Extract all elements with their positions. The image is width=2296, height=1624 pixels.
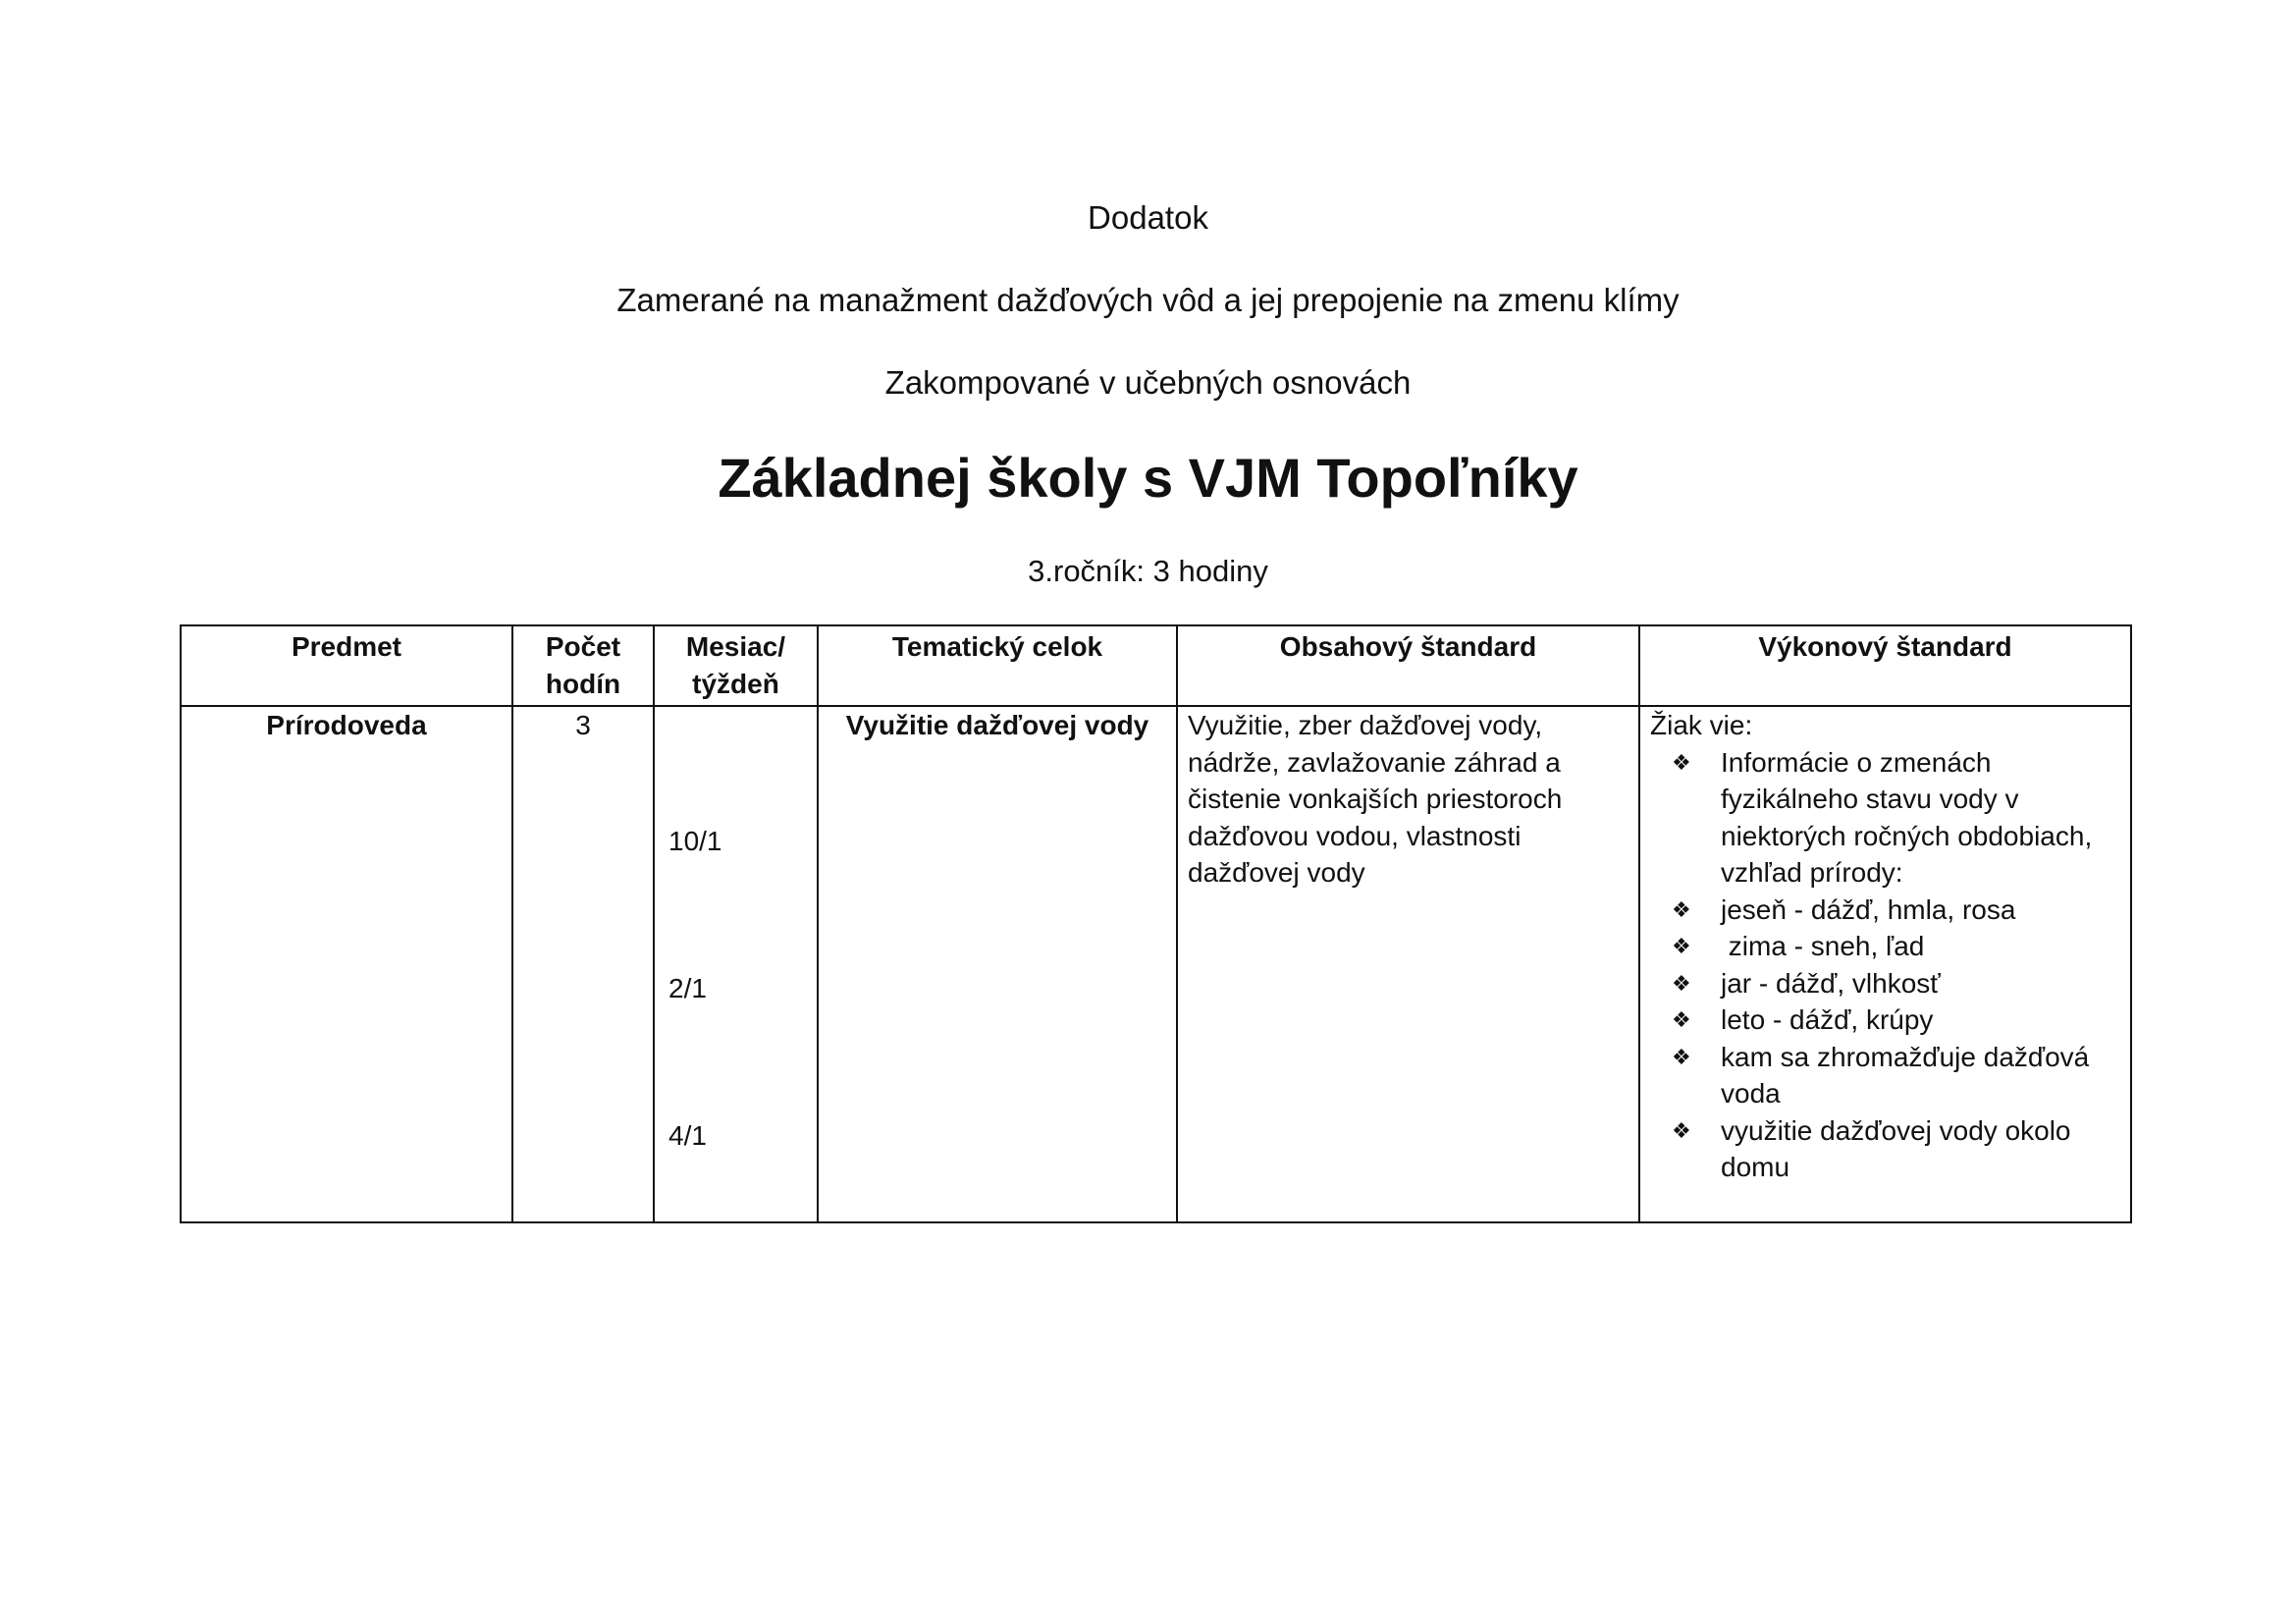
diamond-bullet-icon: ❖ xyxy=(1672,934,1691,958)
diamond-bullet-icon: ❖ xyxy=(1672,1007,1691,1032)
list-item: ❖ zima - sneh, ľad xyxy=(1721,928,2120,965)
cell-topic: Využitie dažďovej vody xyxy=(818,706,1177,1222)
list-item: ❖ využitie dažďovej vody okolo domu xyxy=(1721,1112,2120,1186)
table-header-row xyxy=(181,625,2131,706)
list-item: ❖ leto - dážď, krúpy xyxy=(1721,1001,2120,1039)
diamond-bullet-icon: ❖ xyxy=(1672,1117,1691,1143)
document-subtitle-2: Zakompované v učebných osnovách xyxy=(884,364,1412,401)
cell-months xyxy=(654,706,818,1222)
cell-content-standard: Využitie, zber dažďovej vody, nádrže, zavlažovanie záhrad a čistenie vonkajších priestoroch dažďovou vodou, vlastnosti dažďovej vody xyxy=(1177,706,1639,1222)
performance-list xyxy=(1650,744,2120,1186)
diamond-bullet-icon: ❖ xyxy=(1672,896,1691,922)
month-week-entry: 2/1 xyxy=(668,973,707,1003)
header-topic: Tematický celok xyxy=(818,625,1177,706)
month-week-entry: 4/1 xyxy=(668,1120,707,1151)
grade-hours: 3.ročník: 3 hodiny xyxy=(1028,554,1268,588)
list-item: ❖ jeseň - dážď, hmla, rosa xyxy=(1721,892,2120,929)
cell-subject: Prírodoveda xyxy=(181,706,512,1222)
header-subject: Predmet xyxy=(181,625,512,706)
performance-intro: Žiak vie: xyxy=(1650,710,1753,740)
header-performance-standard: Výkonový štandard xyxy=(1639,625,2131,706)
curriculum-table xyxy=(180,624,2132,1223)
document-label: Dodatok xyxy=(1088,199,1208,236)
page-title: Základnej školy s VJM Topoľníky xyxy=(718,447,1578,509)
list-item: ❖ jar - dážď, vlhkosť xyxy=(1721,965,2120,1002)
list-item: ❖ Informácie o zmenách fyzikálneho stavu vody v niektorých ročných obdobiach, vzhľad prírody: xyxy=(1721,744,2120,892)
table-row xyxy=(181,706,2131,1222)
header-content-standard: Obsahový štandard xyxy=(1177,625,1639,706)
header-hours: Počet hodín xyxy=(512,625,654,706)
cell-hours: 3 xyxy=(512,706,654,1222)
month-week-entry: 10/1 xyxy=(668,826,722,856)
diamond-bullet-icon: ❖ xyxy=(1672,1044,1691,1069)
diamond-bullet-icon: ❖ xyxy=(1672,970,1691,996)
list-item: ❖ kam sa zhromažďuje dažďová voda xyxy=(1721,1039,2120,1112)
cell-performance-standard xyxy=(1639,706,2131,1222)
diamond-bullet-icon: ❖ xyxy=(1672,749,1691,775)
header-month-week: Mesiac/ týždeň xyxy=(654,625,818,706)
document-subtitle: Zamerané na manažment dažďových vôd a jej prepojenie na zmenu klímy xyxy=(616,282,1680,318)
